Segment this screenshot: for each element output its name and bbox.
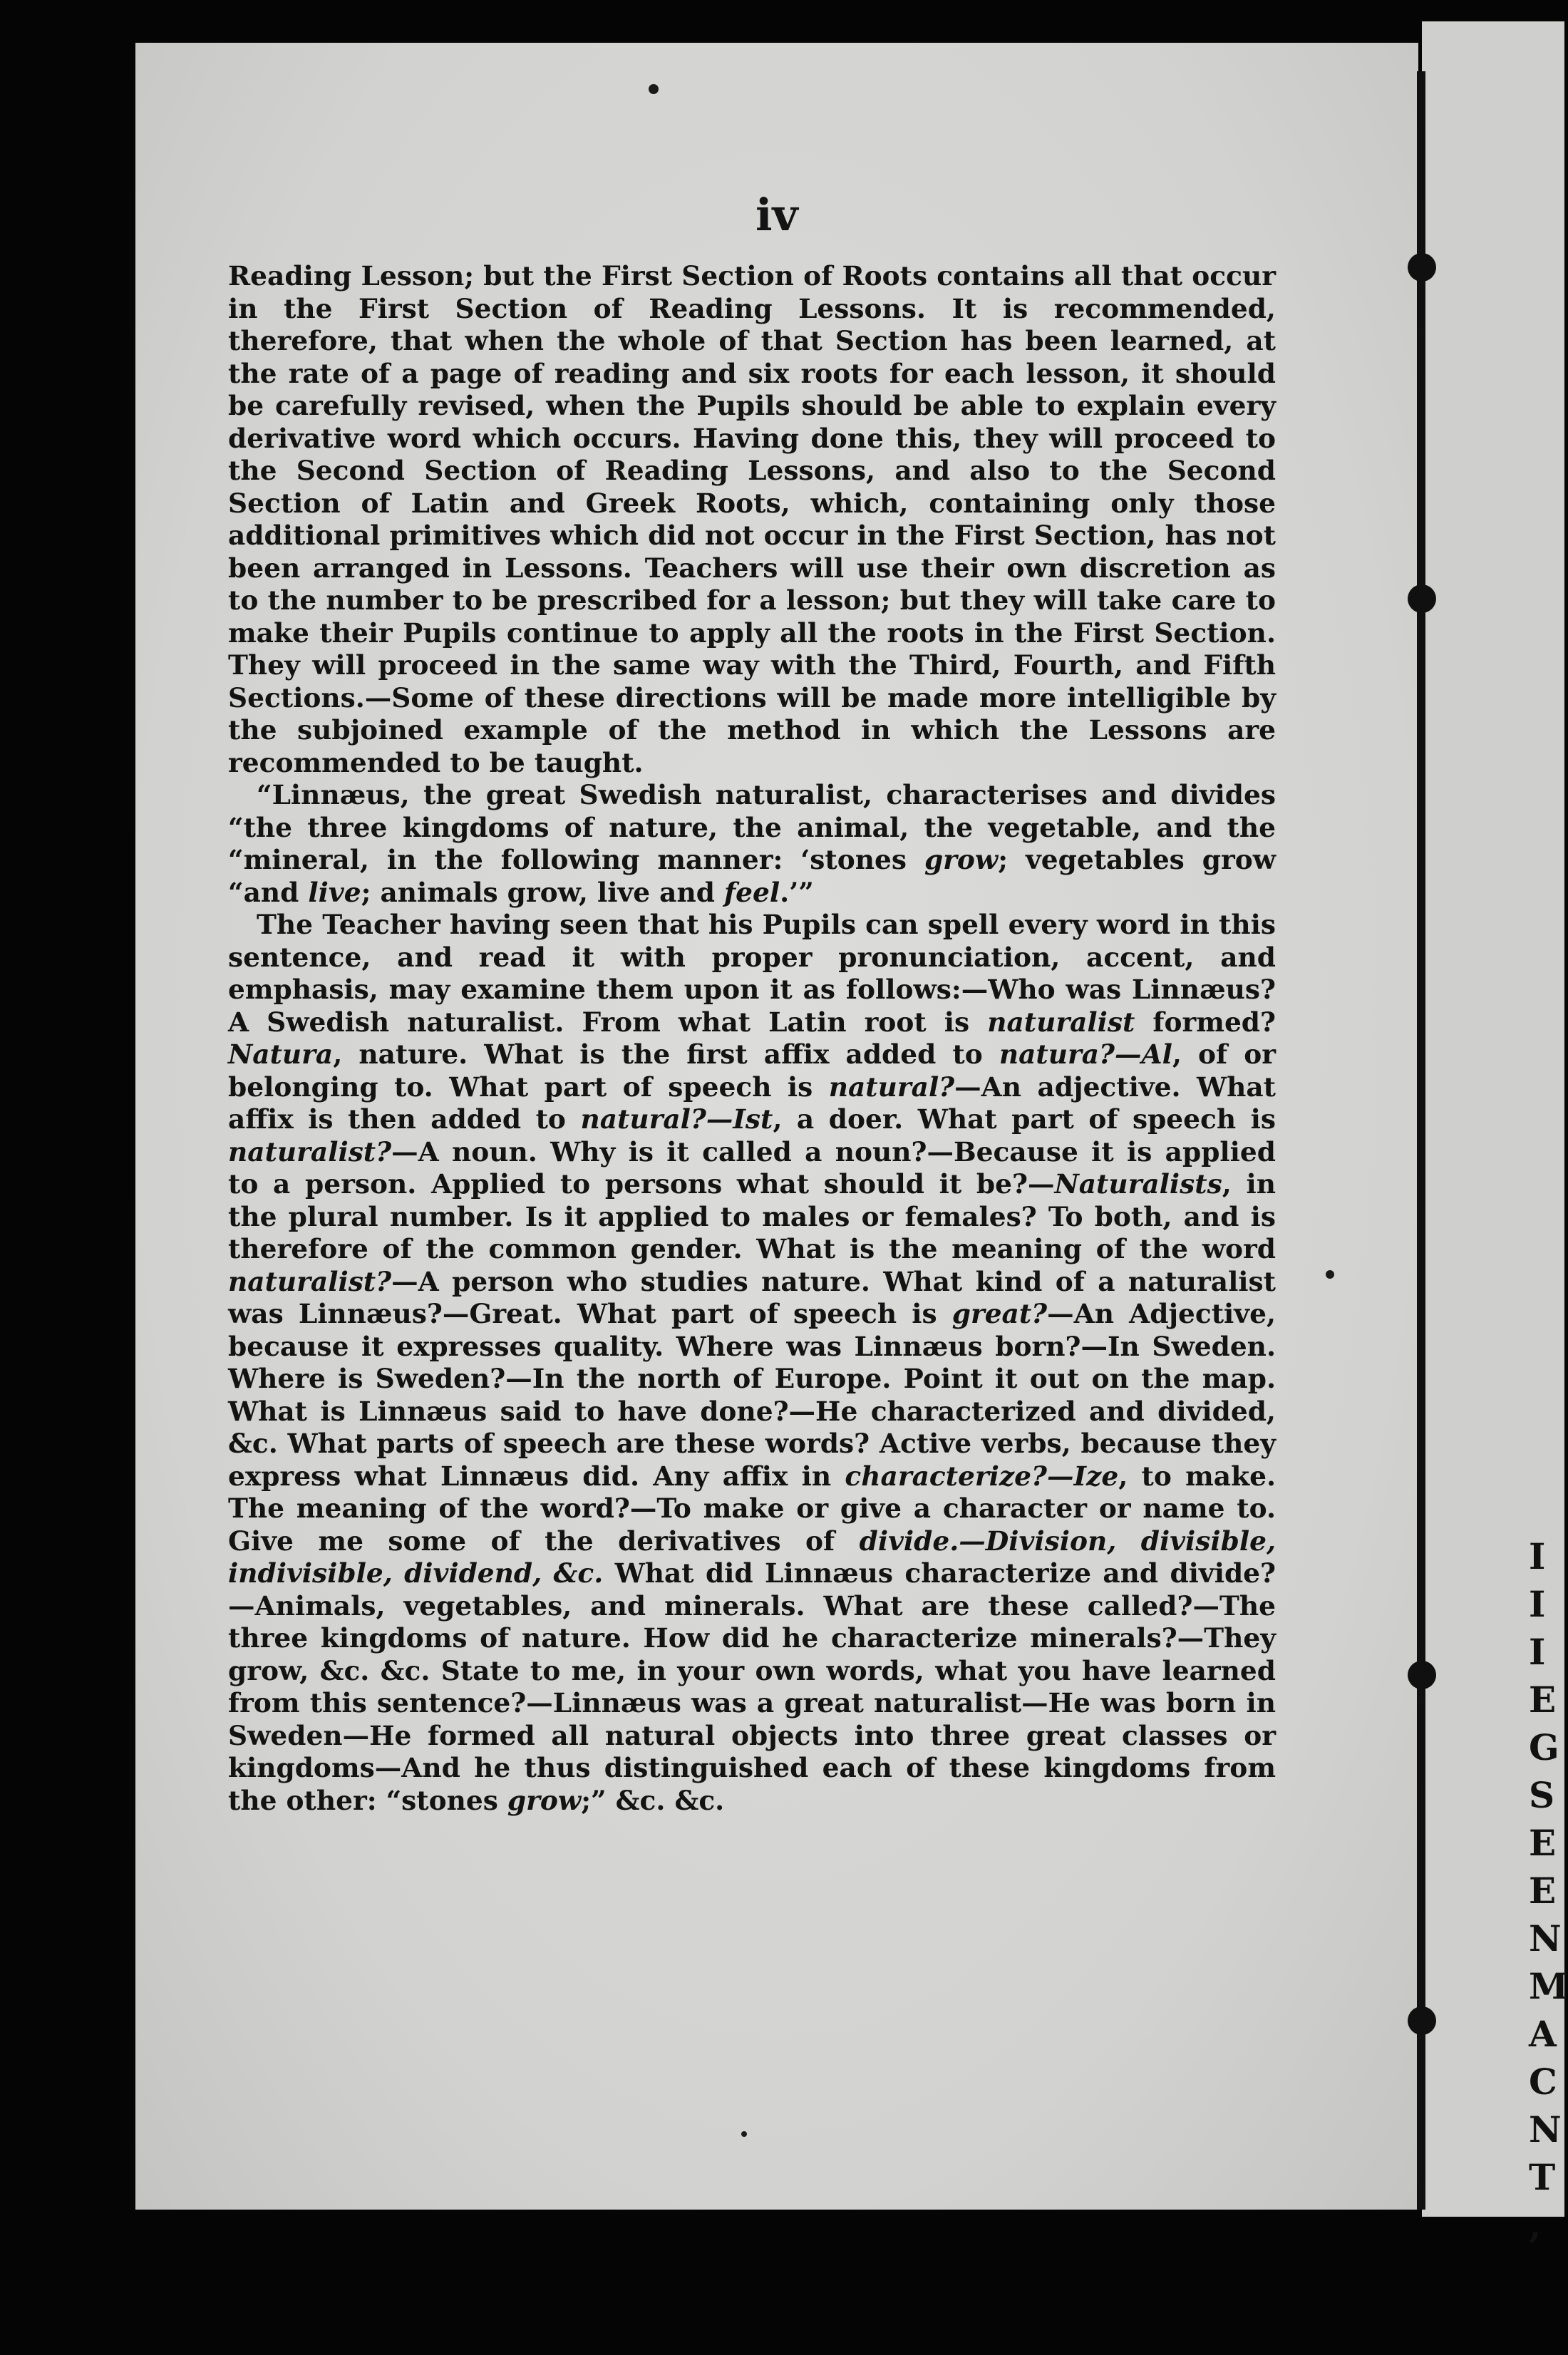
text-run: , to make. The meaning of the word?—To make or give a character or name to. Give me some of the derivatives of [228, 1460, 1276, 1557]
facing-page-letter: I [1529, 1535, 1546, 1577]
text-run: ; vegetables grow “and [228, 844, 1276, 908]
facing-page-letter: S [1529, 1774, 1555, 1816]
facing-page-letter: E [1529, 1870, 1557, 1912]
ink-speck [741, 2131, 747, 2137]
text-run: , a doer. What part of speech is [773, 1103, 1276, 1135]
paragraph-example-dialogue [228, 909, 1276, 1817]
text-run: formed? [1135, 1006, 1276, 1038]
binding-stitch [1408, 253, 1436, 282]
facing-page-letter: E [1529, 1822, 1557, 1864]
text-run: ; animals grow, live and [361, 876, 725, 908]
italic-text-run: grow [924, 844, 999, 875]
binding-gutter [1417, 71, 1425, 2210]
facing-page-letter: I [1529, 1631, 1546, 1673]
page-number: iv [755, 189, 798, 241]
facing-page-letter: N [1529, 2108, 1562, 2150]
ink-speck [649, 84, 659, 94]
text-run: What did Linnæus characterize and divide?—Animals, vegetables, and minerals. What are these called?—The three kingdoms of nature. How did he characterize minerals?—They grow, &c. &c. State to me, in your own words, what you have learned from this sentence?—Linnæus was a great naturalist—He was born in Sweden—He formed all natural objects into three great classes or kingdoms—And he thus distinguished each of these kingdoms from the other: “stones [228, 1557, 1276, 1816]
italic-text-run: grow [507, 1784, 582, 1816]
text-run: ;” &c. &c. [581, 1784, 725, 1816]
facing-page-letter: A [1529, 2013, 1557, 2055]
italic-text-run: naturalist? [228, 1265, 392, 1297]
binding-stitch [1408, 2006, 1436, 2035]
facing-page-letter: E [1529, 1679, 1557, 1721]
italic-text-run: naturalist? [228, 1135, 392, 1168]
binding-stitch [1408, 1661, 1436, 1689]
italic-text-run: live [308, 876, 361, 908]
italic-text-run: naturalist [987, 1006, 1135, 1038]
facing-page-letter: G [1529, 1726, 1559, 1768]
italic-text-run: divide.—Division, divisible, indivisible, dividend, &c. [228, 1525, 1276, 1589]
facing-page-letter: N [1529, 1917, 1562, 1959]
facing-page-letter: , [1529, 2204, 1542, 2246]
text-run: —An adjective. What affix is then added to [228, 1071, 1276, 1135]
text-run: , of or belonging to. What part of speech is [228, 1039, 1276, 1103]
facing-page-letter: I [1529, 1583, 1546, 1625]
text-run: “Linnæus, the great Swedish naturalist, characterises and divides “the three kingdoms of nature, the animal, the vegetable, and the “mineral, in the following manner: ‘stones [228, 779, 1276, 875]
text-run: , in the plural number. Is it applied to males or females? To both, and is therefore of the common gender. What is the meaning of the word [228, 1168, 1276, 1264]
italic-text-run: Naturalists [1054, 1168, 1222, 1200]
facing-page-letter: M [1529, 1965, 1568, 2007]
italic-text-run: natural?—Ist [580, 1103, 773, 1135]
text-run: The Teacher having seen that his Pupils can spell every word in this sentence, and read it with proper pronunciation, accent, and emphasis, may examine them upon it as follows:—Who was Linnæus? A Swedish naturalist. From what Latin root is [228, 909, 1276, 1038]
italic-text-run: natura?—Al [999, 1039, 1172, 1070]
text-run: —A noun. Why is it called a noun?—Because it is applied to a person. Applied to persons what should it be?— [228, 1135, 1276, 1200]
italic-text-run: feel [724, 876, 780, 908]
italic-text-run: great? [951, 1298, 1048, 1329]
text-run: Reading Lesson; but the First Section of Roots contains all that occur in the First Section of Reading Lessons. It is recommended, therefore, that when the whole of that Section has been learned, at the rate of a page of reading and six roots for each lesson, it should be carefully revised, when the Pupils should be able to explain every derivative word which occurs. Having done this, they will proceed to the Second Section of Reading Lessons, and also to the Second Section of Latin and Greek Roots, which, containing only those additional primitives which did not occur in the First Section, has not been arranged in Lessons. Teachers will use their own discretion as to the number to be prescribed for a lesson; but they will take care to make their Pupils continue to apply all the roots in the First Section. They will proceed in the same way with the Third, Fourth, and Fifth Sections.—Some of these directions will be made more intelligible by the subjoined example of the method in which the Lessons are recommended to be taught. [228, 260, 1276, 778]
facing-page-letters [1529, 1532, 1568, 2249]
ink-speck [1326, 1270, 1334, 1279]
text-run: —An Adjective, because it expresses quality. Where was Linnæus born?—In Sweden. Where is Sweden?—In the north of Europe. Point it out on the map. What is Linnæus said to have done?—He characterized and divided, &c. What parts of speech are these words? Active verbs, because they express what Linnæus did. Any affix in [228, 1298, 1276, 1492]
italic-text-run: characterize?—Ize [845, 1460, 1119, 1492]
facing-page-letter: C [1529, 2061, 1557, 2103]
text-run: .’” [780, 876, 814, 908]
paragraph-quotation [228, 779, 1276, 909]
binding-stitch [1408, 584, 1436, 613]
italic-text-run: Natura [228, 1039, 334, 1070]
paragraph-instructions [228, 260, 1276, 779]
body-text [228, 260, 1276, 1817]
italic-text-run: natural? [828, 1071, 955, 1103]
text-run: —A person who studies nature. What kind of a naturalist was Linnæus?—Great. What part of speech is [228, 1265, 1276, 1329]
facing-page-letter: T [1529, 2156, 1556, 2198]
text-run: , nature. What is the first affix added to [333, 1039, 999, 1070]
